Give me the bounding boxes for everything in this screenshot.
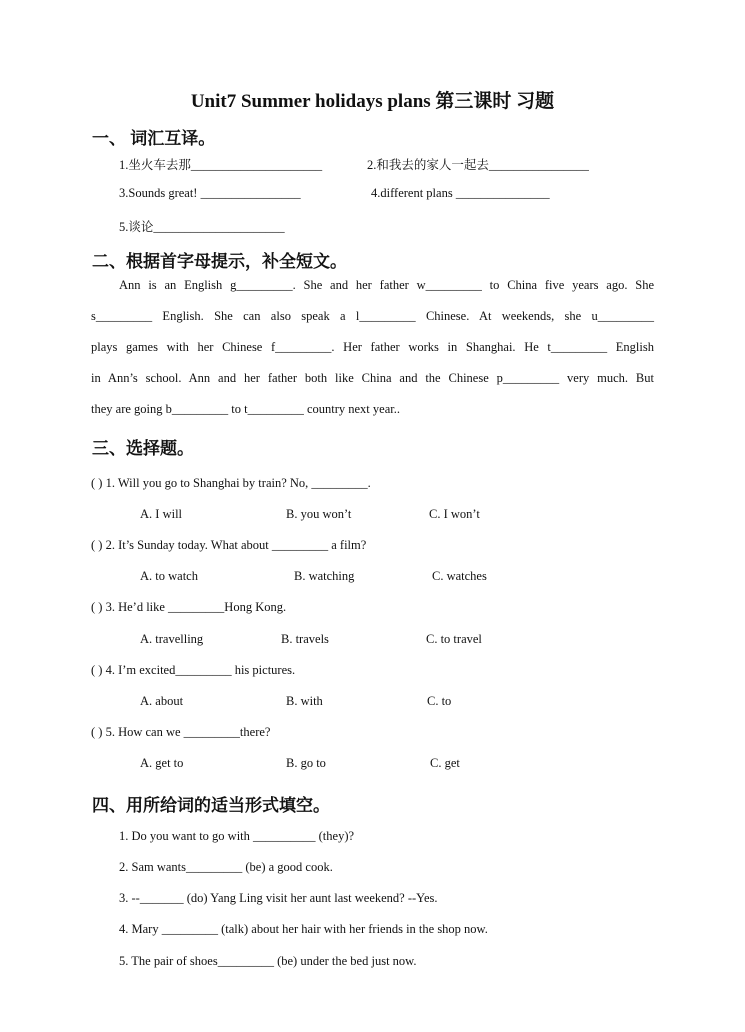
q2-option-b: B. watching	[294, 569, 355, 583]
passage-line-5: they are going b_________ to t_________ country next year..	[91, 402, 400, 416]
fill-item-3: 3. --_______ (do) Yang Ling visit her aunt last weekend? --Yes.	[119, 891, 438, 905]
question-1: ( ) 1. Will you go to Shanghai by train? No, _________.	[91, 476, 371, 490]
vocab-item-2: 2.和我去的家人一起去________________	[367, 158, 589, 172]
passage-line-4: in Ann’s school. Ann and her father both like China and the Chinese p_________ very much. But	[91, 371, 654, 385]
q4-option-b: B. with	[286, 694, 323, 708]
fill-item-4: 4. Mary _________ (talk) about her hair with her friends in the shop now.	[119, 922, 488, 936]
q5-option-c: C. get	[430, 756, 460, 770]
fill-item-1: 1. Do you want to go with __________ (they)?	[119, 829, 355, 843]
q5-option-b: B. go to	[286, 756, 326, 770]
question-3: ( ) 3. He’d like _________Hong Kong.	[91, 600, 287, 614]
section-4-heading: 四、用所给词的适当形式填空。	[92, 796, 330, 815]
q1-option-a: A. I will	[140, 507, 183, 521]
section-2-heading: 二、根据首字母提示，补全短文。	[92, 252, 347, 271]
question-2: ( ) 2. It’s Sunday today. What about _________ a film?	[91, 538, 367, 552]
passage-line-2: s_________ English. She can also speak a l_________ Chinese. At weekends, she u_________	[91, 309, 654, 323]
fill-item-2: 2. Sam wants_________ (be) a good cook.	[119, 860, 333, 874]
fill-item-5: 5. The pair of shoes_________ (be) under the bed just now.	[119, 954, 417, 968]
vocab-item-1: 1.坐火车去那_____________________	[119, 158, 323, 172]
passage-line-3: plays games with her Chinese f_________. Her father works in Shanghai. He t_________ English	[91, 340, 654, 354]
q4-option-c: C. to	[427, 694, 452, 708]
q2-option-c: C. watches	[432, 569, 487, 583]
q3-option-b: B. travels	[281, 632, 329, 646]
vocab-item-5: 5.谈论_____________________	[119, 220, 285, 234]
section-1-heading: 一、 词汇互译。	[92, 129, 216, 148]
q5-option-a: A. get to	[140, 756, 184, 770]
q1-option-b: B. you won’t	[286, 507, 352, 521]
q1-option-c: C. I won’t	[429, 507, 480, 521]
page-title: Unit7 Summer holidays plans 第三课时 习题	[190, 91, 555, 112]
q2-option-a: A. to watch	[140, 569, 198, 583]
q3-option-a: A. travelling	[140, 632, 204, 646]
section-3-heading: 三、选择题。	[92, 439, 194, 458]
q4-option-a: A. about	[140, 694, 184, 708]
q3-option-c: C. to travel	[426, 632, 482, 646]
question-4: ( ) 4. I’m excited_________ his pictures.	[91, 663, 296, 677]
vocab-item-4: 4.different plans _______________	[371, 186, 550, 200]
vocab-item-3: 3.Sounds great! ________________	[119, 186, 301, 200]
question-5: ( ) 5. How can we _________there?	[91, 725, 271, 739]
passage-line-1: Ann is an English g_________. She and her father w_________ to China five years ago. She	[119, 278, 654, 292]
